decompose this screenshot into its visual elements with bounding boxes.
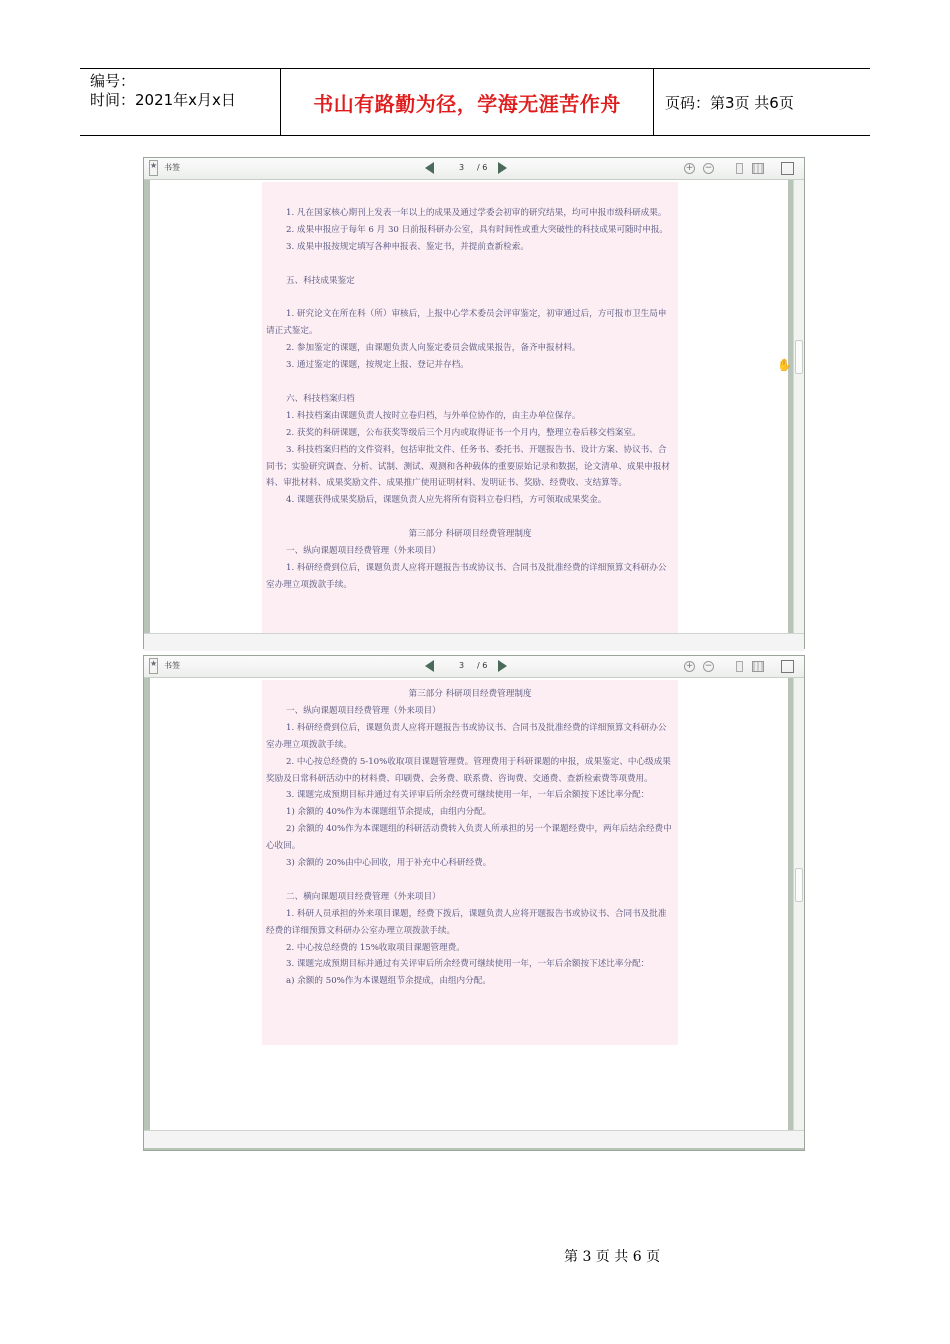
text-line: 3. 成果申报按规定填写各种申报表、鉴定书，并提前查新检索。 [286, 241, 529, 252]
blank-line [262, 290, 678, 307]
two-page-view-icon[interactable] [752, 661, 764, 672]
text-line: 2. 获奖的科研课题，公布获奖等级后三个月内或取得证书一个月内，整理立卷后移交档案室。 [286, 427, 641, 438]
text-line: 1) 余额的 40%作为本课题组节余提成，由组内分配。 [286, 807, 492, 818]
zoom-out-icon[interactable]: − [704, 661, 713, 671]
prev-page-arrow-icon[interactable] [425, 162, 434, 174]
horizontal-scrollbar[interactable] [144, 633, 804, 651]
text-line: 2. 成果申报应于每年 6 月 30 日前报科研办公室，具有时间性或重大突破性的科技成果可随时申报。 [286, 224, 669, 235]
text-line: 第三部分 科研项目经费管理制度 [408, 529, 532, 540]
vertical-scrollbar[interactable] [793, 180, 804, 633]
text-line: 2. 参加鉴定的课题，由课题负责人向鉴定委员会做成果报告，备齐申报材料。 [286, 343, 581, 354]
fit-page-icon[interactable] [781, 660, 794, 673]
text-line: a) 余额的 50%作为本课题组节余提成，由组内分配。 [286, 976, 491, 987]
bookmark-icon[interactable]: ★ [149, 160, 158, 176]
single-page-view-icon[interactable] [736, 163, 743, 174]
text-line: 六、科技档案归档 [286, 393, 355, 404]
text-line: 2. 中心按总经费的 5-10%收取项目课题管理费。管理费用于科研课题的申报，成果鉴定、中心级成果奖励及日常科研活动中的材料费、印刷费、会务费、联系费、咨询费、交通费、查新检索费等项费用。 [266, 756, 671, 784]
header-left-cell [80, 69, 281, 135]
text-line: 3. 科技档案归档的文件资料，包括审批文件、任务书、委托书、开题报告书、设计方案、协议书、合同书；实验研究调查、分析、试制、测试、观测和各种载体的重要原始记录和数据，论文清单、成果申报材料、审批材料、成果奖励文件、成果推广使用证明材料、发明证书、奖励、经费收、支结算等。 [266, 444, 670, 489]
zoom-in-icon[interactable]: + [685, 163, 694, 173]
header-number-label: 编号： [90, 72, 136, 90]
blank-line [262, 872, 678, 889]
scrollbar-thumb[interactable] [795, 340, 803, 374]
text-line: 1. 凡在国家核心期刊上发表一年以上的成果及通过学委会初审的研究结果，均可申报市级科研成果。 [286, 208, 667, 218]
text-line: 1. 科研经费到位后，课题负责人应将开题报告书或协议书、合同书及批准经费的详细预算文科研办公室办理立项拨款手续。 [266, 562, 667, 590]
scrollbar-thumb[interactable] [795, 868, 803, 902]
prev-page-arrow-icon[interactable] [425, 660, 434, 672]
text-line: 1. 科研经费到位后，课题负责人应将开题报告书或协议书、合同书及批准经费的详细预算文科研办公室办理立项拨款手续。 [266, 722, 667, 750]
hand-cursor-icon: ✋ [777, 358, 792, 372]
text-line: 3) 余额的 20%由中心回收，用于补充中心科研经费。 [286, 858, 492, 869]
text-line: 3. 课题完成预期目标并通过有关评审后所余经费可继续使用一年，一年后余额按下述比率分配： [286, 790, 650, 801]
current-page-number[interactable]: 3 [459, 661, 465, 670]
bookmark-label[interactable]: 书签 [164, 661, 180, 670]
page-content [262, 680, 678, 1045]
blank-line [262, 374, 678, 391]
text-line: 1. 科技档案由课题负责人按时立卷归档，与外单位协作的，由主办单位保存。 [286, 410, 581, 421]
text-line: 1. 科研人员承担的外来项目课题，经费下拨后，课题负责人应将开题报告书或协议书、合同书及批准经费的详细预算文科研办公室办理立项拨款手续。 [266, 908, 667, 936]
vertical-scrollbar[interactable] [793, 678, 804, 1130]
blank-line [262, 256, 678, 273]
header-time-label: 时间：2021年x月x日 [90, 91, 236, 109]
text-line: 2) 余额的 40%作为本课题组的科研活动费转入负责人所承担的另一个课题经费中，两年后结余经费中心收回。 [266, 824, 672, 852]
text-line: 3. 课题完成预期目标并通过有关评审后所余经费可继续使用一年，一年后余额按下述比率分配： [286, 959, 650, 970]
two-page-view-icon[interactable] [752, 163, 764, 174]
text-line: 第三部分 科研项目经费管理制度 [408, 689, 532, 699]
text-line: 3. 通过鉴定的课题，按规定上报、登记并存档。 [286, 360, 469, 371]
text-line: 2. 中心按总经费的 15%收取项目课题管理费。 [286, 942, 465, 953]
document-page-area [150, 180, 792, 633]
header-motto: 书山有路勤为径，学海无涯苦作舟 [281, 69, 654, 135]
document-viewer-1 [143, 157, 805, 649]
single-page-view-icon[interactable] [736, 661, 743, 672]
text-line: 一、纵向课题项目经费管理（外来项目） [286, 705, 441, 716]
blank-line [262, 509, 678, 526]
total-pages: / 6 [477, 163, 488, 172]
viewer-toolbar [144, 158, 804, 180]
zoom-out-icon[interactable]: − [704, 163, 713, 173]
fit-page-icon[interactable] [781, 162, 794, 175]
text-line: 4. 课题获得成果奖励后，课题负责人应先将所有资料立卷归档，方可领取成果奖金。 [286, 495, 607, 506]
header-page-info: 页码：第3页 共6页 [665, 93, 794, 112]
next-page-arrow-icon[interactable] [498, 162, 507, 174]
bookmark-icon[interactable]: ★ [149, 658, 158, 674]
text-line: 五、科技成果鉴定 [286, 275, 355, 286]
text-line: 二、横向课题项目经费管理（外来项目） [286, 891, 441, 902]
page-header [80, 68, 870, 136]
document-viewer-2 [143, 655, 805, 1151]
bookmark-label[interactable]: 书签 [164, 163, 180, 172]
total-pages: / 6 [477, 661, 488, 670]
document-page-area [150, 678, 788, 1130]
text-line: 1. 研究论文在所在科（所）审核后，上报中心学术委员会评审鉴定，初审通过后，方可报市卫生局申请正式鉴定。 [266, 309, 667, 337]
viewer-toolbar [144, 656, 804, 678]
text-line: 一、纵向课题项目经费管理（外来项目） [286, 546, 441, 557]
horizontal-scrollbar[interactable] [144, 1130, 804, 1148]
footer-page-number: 第 3 页 共 6 页 [564, 1249, 661, 1265]
current-page-number[interactable]: 3 [459, 163, 465, 172]
page-content [262, 182, 678, 633]
next-page-arrow-icon[interactable] [498, 660, 507, 672]
zoom-in-icon[interactable]: + [685, 661, 694, 671]
